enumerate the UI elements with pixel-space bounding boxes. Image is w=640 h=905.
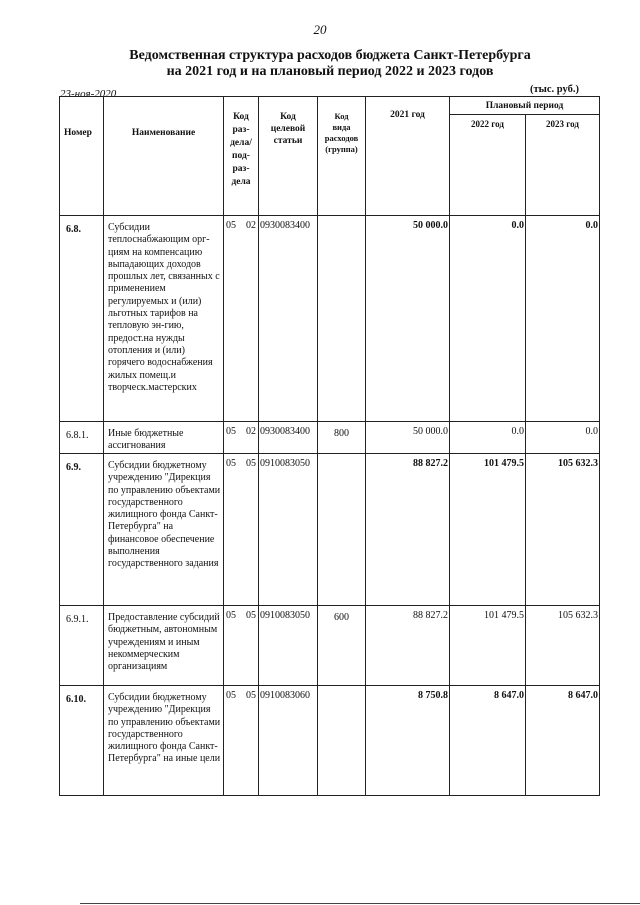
- header-kvr-line: (группа): [325, 144, 358, 154]
- razdel-code: 05: [226, 458, 236, 469]
- table-row: [60, 216, 600, 422]
- header-razdel-line: раз-: [232, 125, 250, 135]
- title-line-1: Ведомственная структура расходов бюджета Санкт-Петербурга: [129, 48, 531, 63]
- row-value-2023: 0.0: [526, 216, 600, 422]
- header-number: Номер: [60, 97, 104, 216]
- podrazdel-code: 05: [246, 458, 256, 469]
- razdel-code: 05: [226, 690, 236, 701]
- razdel-code: 05: [226, 426, 236, 437]
- row-target-code: 0930083400: [259, 422, 318, 454]
- row-razdel: [224, 454, 259, 606]
- razdel-code: 05: [226, 610, 236, 621]
- row-expense-type: [318, 686, 366, 796]
- row-value-2023: 105 632.3: [526, 606, 600, 686]
- row-target-code: 0910083050: [259, 454, 318, 606]
- header-kcs-line: статьи: [273, 136, 303, 146]
- row-expense-type: 600: [318, 606, 366, 686]
- row-name: Субсидии бюджетному учреждению "Дирекция по управлению объектами государственного жилищного фонда Санкт-Петербурга" на иные цели: [104, 686, 224, 796]
- page-number: 20: [313, 22, 327, 37]
- podrazdel-code: 02: [246, 426, 256, 437]
- row-razdel: [224, 422, 259, 454]
- budget-table: [59, 96, 600, 796]
- row-value-2021: 88 827.2: [366, 606, 450, 686]
- razdel-code: 05: [226, 220, 236, 231]
- row-value-2022: 0.0: [450, 216, 526, 422]
- row-name: Иные бюджетные ассигнования: [104, 422, 224, 454]
- header-kvr-line: вида: [332, 122, 351, 132]
- row-value-2021: 8 750.8: [366, 686, 450, 796]
- row-name: Предоставление субсидий бюджетным, автономным учреждениям и иным некоммерческим организациям: [104, 606, 224, 686]
- row-number: 6.10.: [60, 686, 104, 796]
- header-expense-type: [318, 97, 366, 216]
- table-row: [60, 606, 600, 686]
- title-line-2: на 2021 год и на плановый период 2022 и 2023 годов: [166, 64, 494, 79]
- row-expense-type: [318, 454, 366, 606]
- row-target-code: 0910083050: [259, 606, 318, 686]
- row-number: 6.9.: [60, 454, 104, 606]
- header-kvr-line: Код: [334, 111, 349, 121]
- header-name: Наименование: [104, 97, 224, 216]
- header-razdel-line: дела: [231, 177, 251, 187]
- table-row: [60, 686, 600, 796]
- header-plan-period: Плановый период: [450, 97, 600, 115]
- row-value-2021: 50 000.0: [366, 422, 450, 454]
- table-body: [60, 216, 600, 796]
- row-value-2023: 8 647.0: [526, 686, 600, 796]
- header-target-code: [259, 97, 318, 216]
- row-name: Субсидии бюджетному учреждению "Дирекция по управлению объектами государственного жилищного фонда Санкт-Петербурга" на финансовое обеспечение выполнения государственного задания: [104, 454, 224, 606]
- table-row: [60, 422, 600, 454]
- row-value-2023: 105 632.3: [526, 454, 600, 606]
- row-value-2022: 0.0: [450, 422, 526, 454]
- bottom-rule: [80, 903, 640, 904]
- row-expense-type: [318, 216, 366, 422]
- header-razdel: [224, 97, 259, 216]
- row-value-2021: 50 000.0: [366, 216, 450, 422]
- podrazdel-code: 02: [246, 220, 256, 231]
- header-kcs-line: целевой: [270, 124, 306, 134]
- podrazdel-code: 05: [246, 610, 256, 621]
- row-razdel: [224, 606, 259, 686]
- header-razdel-line: под-: [232, 151, 250, 161]
- header-razdel-line: раз-: [232, 164, 250, 174]
- header-2022: 2022 год: [450, 115, 526, 216]
- row-name: Субсидии теплоснабжающим орг-циям на компенсацию выпадающих доходов прошлых лет, связанных с применением регулируемых и (или) льготных тарифов на тепловую эн-гию, предост.на нужды отопления и (или) горячего водоснабжения жилых помещ.и творческ.мастерских: [104, 216, 224, 422]
- row-target-code: 0910083060: [259, 686, 318, 796]
- table-header: [60, 97, 600, 216]
- row-razdel: [224, 686, 259, 796]
- row-value-2022: 101 479.5: [450, 606, 526, 686]
- table-row: [60, 454, 600, 606]
- row-target-code: 0930083400: [259, 216, 318, 422]
- row-number: 6.8.1.: [60, 422, 104, 454]
- row-value-2021: 88 827.2: [366, 454, 450, 606]
- row-number: 6.8.: [60, 216, 104, 422]
- document-title: [60, 48, 600, 80]
- row-value-2023: 0.0: [526, 422, 600, 454]
- header-razdel-line: дела/: [230, 138, 252, 148]
- header-2021: 2021 год: [366, 97, 450, 216]
- row-value-2022: 101 479.5: [450, 454, 526, 606]
- header-razdel-line: Код: [233, 112, 249, 122]
- header-kcs-line: Код: [280, 112, 296, 122]
- header-2023: 2023 год: [526, 115, 600, 216]
- podrazdel-code: 05: [246, 690, 256, 701]
- document-date: 23-ноя-2020: [60, 88, 117, 100]
- row-expense-type: 800: [318, 422, 366, 454]
- row-razdel: [224, 216, 259, 422]
- row-number: 6.9.1.: [60, 606, 104, 686]
- row-value-2022: 8 647.0: [450, 686, 526, 796]
- units-label: (тыс. руб.): [530, 84, 579, 95]
- header-kvr-line: расходов: [324, 133, 359, 143]
